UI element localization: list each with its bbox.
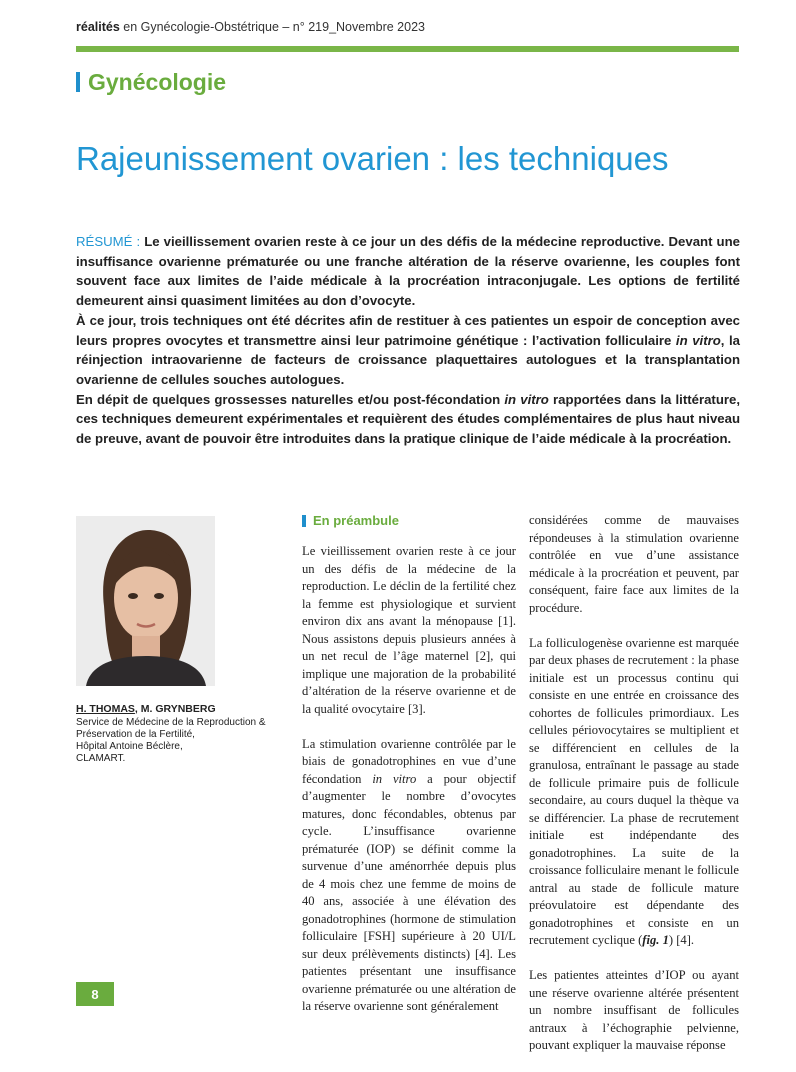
subheading-label: En préambule	[313, 513, 399, 529]
author-names	[76, 703, 276, 715]
body-paragraph-4	[529, 635, 739, 950]
page-number: 8	[76, 982, 114, 1006]
journal-header	[76, 20, 736, 34]
journal-brand: réalités	[76, 20, 120, 34]
body-italic-2: in vitro	[372, 771, 417, 786]
abstract-paragraph-1	[76, 232, 740, 311]
body-text-2a: La stimulation ovarienne contrôlée par le biais de gonadotrophines en vue d’une fécondation	[302, 736, 516, 786]
author-name-2: M. GRYNBERG	[140, 703, 216, 715]
abstract-text-3a: En dépit de quelques grossesses naturelles et/ou post-fécondation	[76, 391, 505, 407]
affiliation-line-1: Service de Médecine de la Reproduction &	[76, 717, 266, 728]
body-paragraph-3: considérées comme de mauvaises répondeuses à la stimulation ovarienne contrôlée en vue d’une assistance médicale à la procréation et peuvent, par conséquent, faire face aux limites de la procédure.	[529, 513, 739, 615]
body-text-2b: a pour objectif d’augmenter le nombre d’ovocytes matures, donc fécondables, obtenus par cycle. L’insuffisance ovarienne prématurée (IOP) se définit comme la survenue d’une aménorrhée depuis plus de 4 mois chez une femme de moins de 40 ans, associée à une élévation des gonadotrophines (hormone de stimulation folliculaire [FSH] supérieure à 20 UI/L sur deux prélèvements distincts) [4]. Les patientes présentant une insuffisance ovarienne prématurée ou une altération de la réserve ovarienne sont généralement	[302, 771, 517, 1013]
section-heading	[76, 68, 226, 96]
author-photo	[76, 516, 215, 686]
abstract-paragraph-3	[76, 390, 740, 449]
abstract-text-2b: , la réinjection intraovarienne de facteurs de croissance plaquettaires autologues et la transplantation ovarienne de cellules souches autologues.	[76, 332, 740, 387]
abstract-italic-2: in vitro	[675, 332, 721, 348]
body-column-2	[529, 512, 739, 1072]
abstract-text-3b: rapportées dans la littérature, ces techniques demeurent expérimentales et requièrent des études complémentaires de plus haut niveau de preuve, avant de pouvoir être introduites dans la pratique clinique de l’aide médicale à la procréation.	[76, 391, 741, 447]
body-text-4b: ) [4].	[668, 933, 695, 947]
section-marker	[76, 72, 80, 92]
author-portrait-icon	[76, 516, 215, 686]
section-label: Gynécologie	[88, 68, 227, 95]
body-column-1	[302, 512, 516, 1033]
body-text-4a: La folliculogenèse ovarienne est marquée par deux phases de recrutement : la phase initiale est un processus continu qui consiste en une entrée en croissance des cohortes de follicules primordiaux. Les cellules périovocytaires se multiplient et se différencient en cellules de la granulosa, entraînant le passage au stade de follicule primaire puis de follicule secondaire, au cours duquel la thèque va se différencier. La phase de recrutement initiale est indépendante des gonadotrophines. La suite de la croissance folliculaire menant le follicule antral au stade de follicule mature préovulatoire est dépendante des gonadotrophines et consiste en un recrutement cyclique (	[529, 635, 739, 947]
subheading-marker	[302, 515, 306, 527]
header-rule	[76, 46, 739, 52]
abstract-lead: RÉSUMÉ :	[76, 234, 141, 249]
article-title: Rajeunissement ovarien : les techniques	[76, 140, 669, 177]
affiliation-line-3: Hôpital Antoine Béclère,	[76, 741, 183, 752]
figure-reference[interactable]: fig. 1	[642, 933, 669, 947]
body-paragraph-1: Le vieillissement ovarien reste à ce jour un des défis de la médecine de la reproduction. Le déclin de la fertilité chez la femme est physiologique et survient environ dix ans avant la ménopause [1]. Nous assistons depuis plusieurs années à un net recul de l’âge maternel [2], qui implique une majoration de la probabilité d’altération de la réserve ovarienne et de la qualité ovocytaire [3].	[302, 544, 516, 716]
affiliation-line-2: Préservation de la Fertilité,	[76, 729, 195, 740]
abstract-text-2a: À ce jour, trois techniques ont été décrites afin de restituer à ces patientes un espoir de conception avec leurs propres ovocytes et transmettre ainsi leur patrimoine génétique : l’activation folliculaire	[76, 312, 740, 348]
body-paragraph-2	[302, 736, 516, 1016]
author-block	[76, 703, 276, 765]
author-separator: ,	[134, 703, 141, 715]
abstract-paragraph-2	[76, 311, 740, 390]
affiliation-line-4: CLAMART.	[76, 753, 126, 764]
abstract	[76, 232, 740, 449]
journal-issue: en Gynécologie-Obstétrique – n° 219_Novembre 2023	[119, 20, 425, 34]
abstract-text-1: Le vieillissement ovarien reste à ce jour un des défis de la médecine reproductive. Devant une insuffisance ovarienne prématurée ou une franche altération de la réserve ovarienne, les couples font souvent face aux limites de l’aide médicale à la procréation intraconjugale. Les options de fertilité demeurent ainsi quasiment limitées au don d’ovocyte.	[76, 234, 740, 309]
body-paragraph-5: Les patientes atteintes d’IOP ou ayant une réserve ovarienne altérée présentent un nombre insuffisant de follicules antraux à l’échographie pelvienne, pouvant expliquer la mauvaise réponse	[529, 968, 739, 1052]
subheading	[302, 512, 516, 530]
abstract-italic-3: in vitro	[504, 391, 549, 407]
author-name-1: H. THOMAS	[76, 703, 135, 715]
